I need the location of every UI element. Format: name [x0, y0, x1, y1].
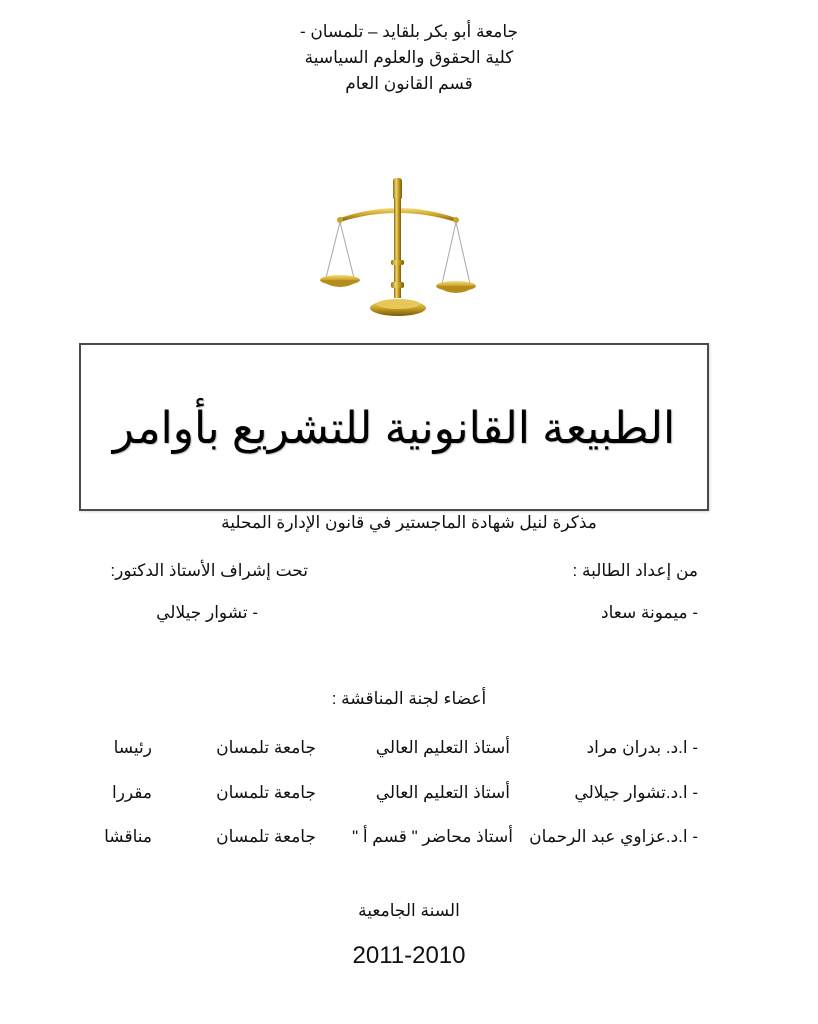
- supervised-by-label: تحت إشراف الأستاذ الدكتور:: [110, 561, 308, 580]
- committee-heading: أعضاء لجنة المناقشة :: [331, 689, 487, 708]
- prepared-by-label: من إعداد الطالبة :: [572, 561, 698, 580]
- member-name: - ا.د. بدران مراد: [586, 738, 698, 757]
- member-rank: أستاذ محاضر " قسم أ ": [352, 827, 513, 846]
- member-name: - ا.د.عزاوي عبد الرحمان: [529, 827, 698, 846]
- member-institution: جامعة تلمسان: [216, 827, 316, 846]
- member-role: مقررا: [111, 783, 152, 802]
- faculty-name: كلية الحقوق والعلوم السياسية: [304, 48, 514, 67]
- university-name: جامعة أبو بكر بلقايد – تلمسان -: [299, 22, 519, 41]
- member-rank: أستاذ التعليم العالي: [375, 738, 510, 757]
- supervisor-name: - تشوار جيلالي: [156, 603, 258, 622]
- thesis-title: الطبيعة القانونية للتشريع بأوامر: [112, 404, 676, 453]
- member-institution: جامعة تلمسان: [216, 738, 316, 757]
- department-name: قسم القانون العام: [345, 74, 473, 93]
- member-role: رئيسا: [113, 738, 152, 757]
- member-role: مناقشا: [104, 827, 152, 846]
- title-box: [79, 343, 709, 511]
- scales-of-justice-icon: [318, 170, 478, 322]
- member-institution: جامعة تلمسان: [216, 783, 316, 802]
- academic-year-label: السنة الجامعية: [358, 901, 460, 920]
- thesis-subtitle: مذكرة لنيل شهادة الماجستير في قانون الإدارة المحلية: [221, 513, 597, 532]
- student-name: - ميمونة سعاد: [601, 603, 698, 622]
- member-name: - ا.د.تشوار جيلالي: [574, 783, 698, 802]
- academic-year-value: 2011-2010: [352, 942, 466, 969]
- member-rank: أستاذ التعليم العالي: [375, 783, 510, 802]
